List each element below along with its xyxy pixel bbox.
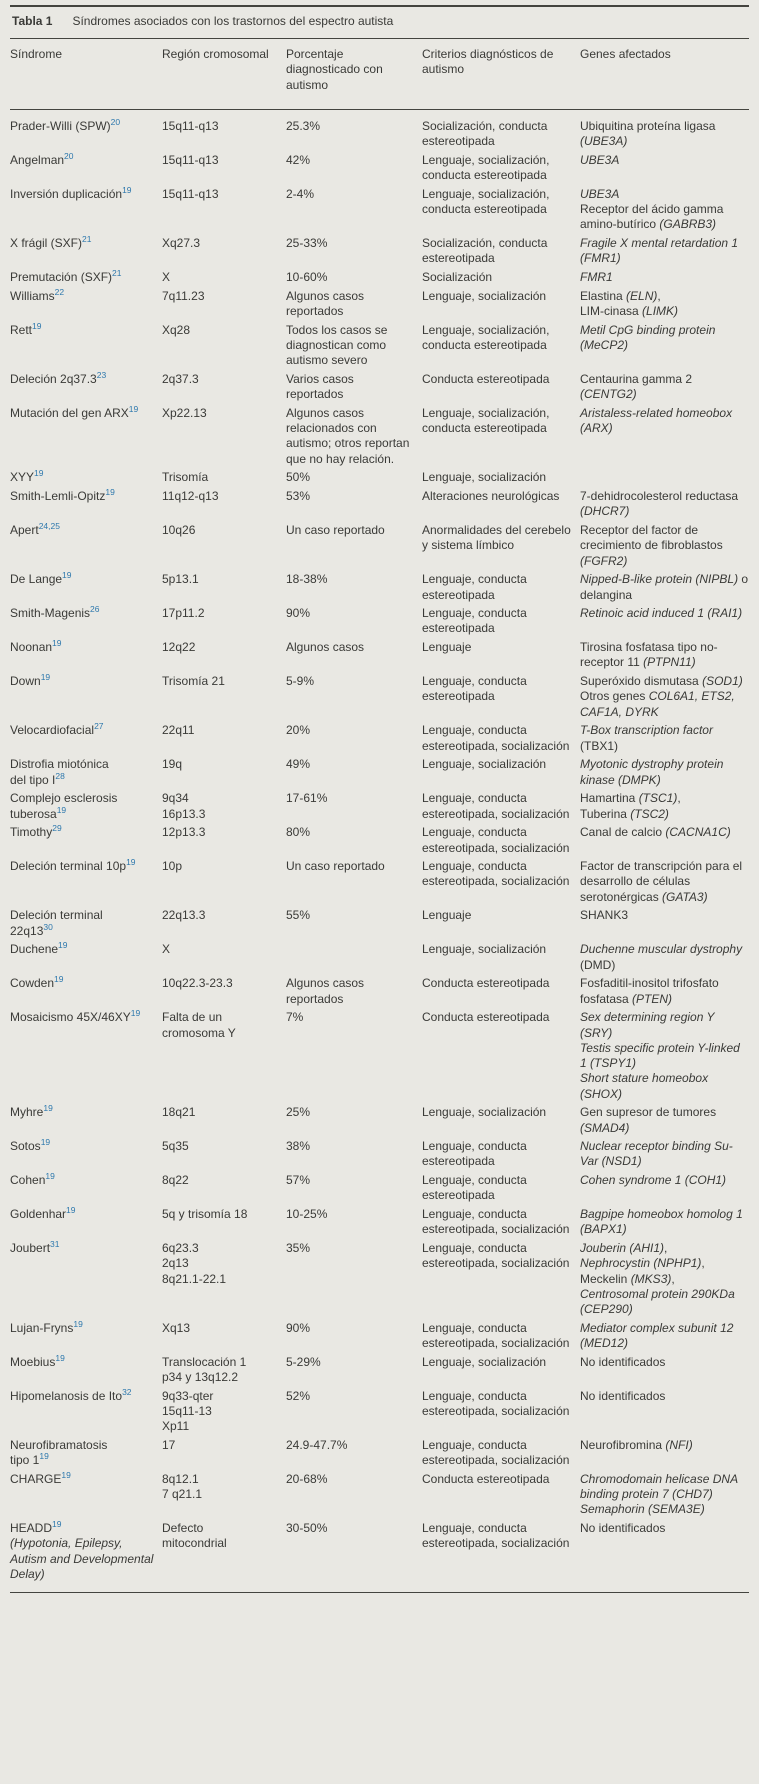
reference-superscript[interactable]: 19 — [52, 1519, 62, 1530]
table-row — [10, 1204, 749, 1238]
reference-superscript[interactable]: 19 — [45, 1171, 55, 1182]
cell-sindrome: Joubert$^{31}$ — [10, 1239, 60, 1256]
cell-region: 22q11 — [162, 723, 195, 738]
cell-sindrome: Down$^{19}$ — [10, 672, 51, 689]
table-row — [10, 520, 749, 569]
reference-superscript[interactable]: 19 — [52, 638, 62, 649]
cell-porcentaje: Algunos casos — [286, 640, 365, 655]
cell-sindrome: Hipomelanosis de Ito$^{32}$ — [10, 1386, 132, 1403]
cell-genes: Chromodomain helicase DNA binding protein 7 (CHD7) Semaphorin (SEMA3E) — [580, 1471, 738, 1517]
cell-porcentaje: 5-9% — [286, 674, 315, 689]
table-label: Tabla 1 — [12, 14, 53, 28]
cell-criterios: Lenguaje, conducta estereotipada, socialización — [422, 1388, 570, 1418]
reference-superscript[interactable]: 21 — [82, 234, 92, 245]
cell-porcentaje: 42% — [286, 152, 311, 167]
cell-criterios: Lenguaje, conducta estereotipada, socialización — [422, 1207, 570, 1237]
cell-region: 15q11-q13 — [162, 152, 219, 167]
cell-region: 2q37.3 — [162, 371, 199, 386]
cell-criterios: Socialización — [422, 270, 493, 285]
cell-criterios: Lenguaje, socialización — [422, 470, 547, 485]
cell-porcentaje: Todos los casos se diagnostican como autismo severo — [286, 322, 388, 368]
cell-criterios: Lenguaje, socialización, conducta estereotipada — [422, 405, 550, 436]
cell-criterios: Lenguaje, conducta estereotipada, socialización — [422, 1521, 570, 1551]
cell-criterios: Conducta estereotipada — [422, 1010, 550, 1025]
cell-porcentaje: 7% — [286, 1010, 304, 1025]
cell-genes: 7-dehidrocolesterol reductasa (DHCR7) — [580, 489, 739, 519]
reference-superscript[interactable]: 20 — [64, 150, 74, 161]
reference-superscript[interactable]: 19 — [62, 570, 72, 581]
cell-porcentaje: 25.3% — [286, 118, 321, 133]
cell-sindrome: Williams$^{22}$ — [10, 286, 65, 303]
cell-porcentaje: 50% — [286, 470, 311, 485]
table-row — [10, 319, 749, 368]
cell-region: 18q21 — [162, 1105, 196, 1120]
cell-region: Trisomía 21 — [162, 674, 225, 689]
cell-region: 5q35 — [162, 1139, 189, 1154]
cell-sindrome: Timothy$^{29}$ — [10, 823, 62, 840]
reference-superscript[interactable]: 27 — [94, 721, 104, 732]
cell-genes: Nuclear receptor binding Su-Var (NSD1) — [580, 1139, 733, 1169]
cell-porcentaje: 10-25% — [286, 1207, 328, 1222]
cell-porcentaje: Algunos casos relacionados con autismo; otros reportan que no hay relación. — [286, 405, 410, 466]
table-row — [10, 1007, 749, 1102]
table-row — [10, 149, 749, 183]
cell-porcentaje: 25% — [286, 1105, 311, 1120]
cell-sindrome: Noonan$^{19}$ — [10, 638, 62, 655]
table-row — [10, 603, 749, 637]
reference-superscript[interactable]: 19 — [126, 857, 136, 868]
cell-sindrome: Moebius$^{19}$ — [10, 1352, 65, 1369]
reference-superscript[interactable]: 19 — [39, 1451, 49, 1462]
cell-genes: Sex determining region Y (SRY) Testis specific protein Y-linked 1 (TSPY1) Short stature homeobox (SHOX) — [580, 1010, 740, 1101]
reference-superscript[interactable]: 28 — [55, 770, 65, 781]
cell-sindrome: Lujan-Fryns$^{19}$ — [10, 1318, 83, 1335]
table-row — [10, 1102, 749, 1136]
reference-superscript[interactable]: 19 — [122, 184, 132, 195]
cell-region: 10q22.3-23.3 — [162, 976, 233, 991]
cell-criterios: Lenguaje, conducta estereotipada — [422, 572, 527, 602]
reference-superscript[interactable]: 19 — [61, 1469, 71, 1480]
cell-porcentaje: 5-29% — [286, 1354, 321, 1369]
cell-region: Trisomía — [162, 470, 209, 485]
cell-sindrome: Duchene$^{19}$ — [10, 940, 68, 957]
table-caption — [10, 7, 749, 38]
column-header-criterios: Criterios diagnósticos de autismo — [422, 39, 580, 109]
cell-genes: Nipped-B-like protein (NIPBL) o delangina — [580, 572, 749, 602]
cell-sindrome: Myhre$^{19}$ — [10, 1103, 53, 1120]
table-row — [10, 368, 749, 402]
cell-region: Defecto mitocondrial — [162, 1521, 227, 1551]
cell-genes — [580, 467, 749, 486]
table-title: Síndromes asociados con los trastornos del espectro autista — [72, 14, 394, 28]
cell-porcentaje: 38% — [286, 1139, 311, 1154]
cell-criterios: Lenguaje — [422, 640, 472, 655]
cell-region: 10p — [162, 859, 183, 874]
table-row — [10, 402, 749, 466]
column-header-genes: Genes afectados — [580, 39, 749, 109]
cell-criterios: Lenguaje, conducta estereotipada, socialización — [422, 1241, 570, 1271]
cell-region: 19q — [162, 757, 183, 772]
reference-superscript[interactable]: 19 — [56, 804, 67, 815]
cell-genes: Myotonic dystrophy protein kinase (DMPK) — [580, 757, 724, 787]
cell-sindrome: Smith-Lemli-Opitz$^{19}$ — [10, 487, 115, 504]
cell-sindrome: X frágil (SXF)$^{21}$ — [10, 234, 92, 251]
header-row — [10, 39, 749, 109]
cell-region: Xp22.13 — [162, 405, 207, 420]
table-row — [10, 856, 749, 905]
cell-criterios: Lenguaje, conducta estereotipada — [422, 606, 527, 636]
cell-genes: Retinoic acid induced 1 (RAI1) — [580, 606, 743, 621]
cell-porcentaje: Algunos casos reportados — [286, 288, 365, 319]
table-row — [10, 939, 749, 973]
cell-genes: Centaurina gamma 2 (CENTG2) — [580, 371, 693, 402]
cell-sindrome: Mutación del gen ARX$^{19}$ — [10, 403, 139, 420]
cell-criterios: Lenguaje, conducta estereotipada, socialización — [422, 859, 570, 889]
cell-criterios: Lenguaje, socialización — [422, 1354, 547, 1369]
cell-region: 11q12-q13 — [162, 489, 219, 504]
reference-superscript[interactable]: 19 — [43, 1103, 53, 1114]
cell-genes: Ubiquitina proteína ligasa (UBE3A) — [580, 118, 716, 149]
cell-genes: Canal de calcio (CACNA1C) — [580, 825, 731, 840]
cell-criterios: Lenguaje, conducta estereotipada — [422, 1139, 527, 1169]
reference-superscript[interactable]: 19 — [105, 487, 115, 498]
cell-genes: Jouberin (AHI1), Nephrocystin (NPHP1), Meckelin (MKS3), Centrosomal protein 290KDa (CEP290) — [580, 1241, 735, 1317]
cell-porcentaje: 24.9-47.7% — [286, 1437, 348, 1452]
table-row — [10, 1518, 749, 1590]
cell-region: Xq13 — [162, 1320, 191, 1335]
cell-genes: FMR1 — [580, 270, 613, 285]
table-row — [10, 720, 749, 754]
cell-criterios: Lenguaje, conducta estereotipada, socialización — [422, 825, 570, 855]
cell-sindrome: CHARGE$^{19}$ — [10, 1469, 71, 1486]
cell-region: 15q11-q13 — [162, 118, 219, 133]
cell-region: 5p13.1 — [162, 572, 199, 587]
table-row — [10, 569, 749, 603]
cell-genes: Neurofibromina (NFI) — [580, 1437, 693, 1452]
cell-sindrome: Mosaicismo 45X/46XY$^{19}$ — [10, 1008, 141, 1025]
cell-sindrome: Deleción 2q37.3$^{23}$ — [10, 369, 107, 386]
cell-genes: UBE3A — [580, 152, 620, 167]
cell-porcentaje: 55% — [286, 908, 311, 923]
table-row — [10, 1385, 749, 1434]
reference-superscript[interactable]: 19 — [128, 403, 139, 414]
cell-porcentaje: 17-61% — [286, 791, 328, 806]
table-row — [10, 754, 749, 788]
table-row — [10, 467, 749, 486]
reference-superscript[interactable]: 29 — [52, 823, 62, 834]
cell-region: 6q23.3 2q13 8q21.1-22.1 — [162, 1241, 227, 1286]
cell-region: 8q22 — [162, 1173, 189, 1188]
column-header-porcentaje: Porcentaje diagnosticado con autismo — [286, 39, 422, 109]
reference-superscript[interactable]: 19 — [40, 672, 51, 683]
reference-superscript[interactable]: 19 — [54, 974, 64, 985]
reference-superscript[interactable]: 21 — [112, 268, 122, 279]
bottom-rule — [10, 1592, 749, 1593]
cell-porcentaje: 57% — [286, 1173, 311, 1188]
cell-porcentaje: Varios casos reportados — [286, 371, 354, 402]
cell-sindrome: Prader-Willi (SPW)$^{20}$ — [10, 116, 121, 133]
cell-region: 15q11-q13 — [162, 186, 219, 201]
table-row — [10, 486, 749, 520]
cell-porcentaje: 90% — [286, 606, 311, 621]
reference-superscript[interactable]: 22 — [54, 286, 65, 297]
cell-criterios: Lenguaje, socialización — [422, 942, 547, 957]
cell-porcentaje: 52% — [286, 1388, 311, 1403]
cell-genes: Hamartina (TSC1), Tuberina (TSC2) — [580, 791, 681, 821]
table-row — [10, 973, 749, 1007]
cell-region: 22q13.3 — [162, 908, 206, 923]
cell-sindrome: Neurofibramatosis tipo 1$^{19}$ — [10, 1437, 108, 1468]
cell-genes: Tirosina fosfatasa tipo no-receptor 11 (PTPN11) — [580, 640, 718, 670]
cell-region: 17 — [162, 1437, 176, 1452]
reference-superscript[interactable]: 19 — [66, 1205, 76, 1216]
cell-sindrome: Inversión duplicación$^{19}$ — [10, 184, 132, 201]
table-row — [10, 1468, 749, 1517]
cell-criterios: Lenguaje, socialización — [422, 288, 547, 303]
cell-region: 8q12.1 7 q21.1 — [162, 1471, 203, 1502]
cell-region: X — [162, 942, 171, 957]
cell-criterios: Lenguaje, conducta estereotipada, socialización — [422, 1320, 570, 1351]
cell-genes: Duchenne muscular dystrophy (DMD) — [580, 942, 743, 972]
cell-porcentaje: 10-60% — [286, 270, 328, 285]
cell-sindrome: Deleción terminal 10p$^{19}$ — [10, 857, 136, 874]
table-row — [10, 671, 749, 720]
cell-region: 10q26 — [162, 523, 196, 538]
cell-region: 9q33-qter 15q11-13 Xp11 — [162, 1388, 214, 1434]
reference-superscript[interactable]: 26 — [90, 604, 100, 615]
table-row — [10, 788, 749, 822]
cell-porcentaje: 90% — [286, 1320, 311, 1335]
reference-superscript[interactable]: 19 — [55, 1352, 65, 1363]
table-row — [10, 1317, 749, 1351]
cell-criterios: Lenguaje, conducta estereotipada, socialización — [422, 791, 570, 821]
table-body — [10, 109, 749, 1590]
table-row — [10, 1136, 749, 1170]
cell-genes: Aristaless-related homeobox (ARX) — [580, 405, 733, 436]
cell-region: Falta de un cromosoma Y — [162, 1010, 236, 1040]
cell-sindrome: Premutación (SXF)$^{21}$ — [10, 268, 122, 285]
cell-genes: Receptor del factor de crecimiento de fibroblastos (FGFR2) — [580, 523, 723, 568]
reference-superscript[interactable]: 30 — [43, 921, 53, 932]
cell-porcentaje: 35% — [286, 1241, 311, 1256]
cell-sindrome: HEADD$^{19}$ (Hypotonia, Epilepsy, Autism and Developmental Delay) — [10, 1519, 154, 1581]
table-row — [10, 109, 749, 149]
reference-superscript[interactable]: 32 — [122, 1386, 132, 1397]
syndromes-table — [10, 39, 749, 1590]
cell-porcentaje: 53% — [286, 489, 311, 504]
reference-superscript[interactable]: 20 — [110, 116, 121, 127]
table-row — [10, 183, 749, 232]
reference-superscript[interactable]: 31 — [50, 1239, 60, 1250]
cell-sindrome: Cowden$^{19}$ — [10, 974, 64, 991]
cell-criterios: Lenguaje, socialización — [422, 757, 547, 772]
cell-criterios: Socialización, conducta estereotipada — [422, 236, 548, 266]
cell-criterios: Socialización, conducta estereotipada — [422, 118, 548, 149]
cell-genes: Elastina (ELN), LIM-cinasa (LIMK) — [580, 288, 679, 319]
cell-sindrome: Deleción terminal 22q13$^{30}$ — [10, 908, 103, 938]
cell-sindrome: Rett$^{19}$ — [10, 320, 42, 337]
cell-region: 12p13.3 — [162, 825, 206, 840]
cell-region: 17p11.2 — [162, 606, 205, 621]
cell-porcentaje: 25-33% — [286, 236, 328, 251]
cell-genes: Metil CpG binding protein (MeCP2) — [580, 322, 716, 352]
cell-genes: Cohen syndrome 1 (COH1) — [580, 1173, 727, 1188]
cell-region: 12q22 — [162, 640, 196, 655]
cell-criterios: Lenguaje, socialización, conducta estereotipada — [422, 186, 550, 217]
cell-genes: No identificados — [580, 1354, 666, 1369]
cell-genes: Bagpipe homeobox homolog 1 (BAPX1) — [580, 1207, 743, 1237]
cell-sindrome: Smith-Magenis$^{26}$ — [10, 604, 100, 621]
cell-criterios: Lenguaje, conducta estereotipada — [422, 1173, 527, 1203]
table-row — [10, 267, 749, 286]
table-row — [10, 637, 749, 671]
cell-sindrome: Sotos$^{19}$ — [10, 1137, 51, 1154]
cell-genes: Mediator complex subunit 12 (MED12) — [580, 1320, 734, 1351]
cell-genes: UBE3A Receptor del ácido gamma amino-butírico (GABRB3) — [580, 186, 724, 232]
cell-criterios: Lenguaje, conducta estereotipada — [422, 674, 527, 704]
cell-porcentaje: 30-50% — [286, 1521, 328, 1536]
cell-criterios: Lenguaje, socialización, conducta estereotipada — [422, 322, 550, 352]
table-row — [10, 1170, 749, 1204]
cell-porcentaje: 49% — [286, 757, 311, 772]
reference-superscript[interactable]: 19 — [73, 1318, 83, 1329]
cell-porcentaje: Un caso reportado — [286, 523, 385, 538]
cell-sindrome: Angelman$^{20}$ — [10, 150, 74, 167]
cell-genes: Superóxido dismutasa (SOD1) Otros genes COL6A1, ETS2, CAF1A, DYRK — [580, 674, 743, 719]
cell-region: Xq28 — [162, 322, 191, 337]
reference-superscript[interactable]: 19 — [32, 320, 42, 331]
cell-region: 7q11.23 — [162, 288, 205, 303]
reference-superscript[interactable]: 23 — [96, 369, 107, 380]
cell-porcentaje: 80% — [286, 825, 311, 840]
cell-porcentaje: Algunos casos reportados — [286, 976, 365, 1006]
cell-genes: SHANK3 — [580, 908, 629, 923]
cell-genes: No identificados — [580, 1388, 666, 1403]
cell-sindrome: Complejo esclerosis tuberosa$^{19}$ — [10, 791, 118, 821]
cell-criterios: Lenguaje, socialización, conducta estereotipada — [422, 152, 550, 183]
cell-porcentaje — [286, 939, 422, 973]
table-row — [10, 233, 749, 267]
cell-sindrome: Velocardiofacial$^{27}$ — [10, 721, 104, 738]
table-header — [10, 39, 749, 109]
cell-porcentaje: 2-4% — [286, 186, 315, 201]
cell-region: Xq27.3 — [162, 236, 201, 251]
cell-genes: Fosfaditil-inositol trifosfato fosfatasa (PTEN) — [580, 976, 719, 1006]
cell-criterios: Conducta estereotipada — [422, 976, 550, 991]
cell-region: 5q y trisomía 18 — [162, 1207, 248, 1222]
table-row — [10, 285, 749, 319]
cell-criterios: Conducta estereotipada — [422, 371, 550, 386]
cell-sindrome: Goldenhar$^{19}$ — [10, 1205, 76, 1222]
reference-superscript[interactable]: 19 — [40, 1137, 51, 1148]
column-header-sindrome: Síndrome — [10, 39, 162, 109]
cell-genes: No identificados — [580, 1521, 666, 1536]
cell-porcentaje: Un caso reportado — [286, 859, 385, 874]
cell-genes: Gen supresor de tumores (SMAD4) — [580, 1105, 717, 1135]
cell-genes: Fragile X mental retardation 1 (FMR1) — [580, 236, 739, 266]
cell-criterios: Lenguaje — [422, 908, 472, 923]
cell-sindrome: XYY$^{19}$ — [10, 468, 44, 485]
table-row — [10, 905, 749, 939]
cell-region: X — [162, 270, 171, 285]
cell-criterios: Alteraciones neurológicas — [422, 489, 560, 504]
reference-superscript[interactable]: 19 — [34, 468, 44, 479]
cell-sindrome: De Lange$^{19}$ — [10, 570, 72, 587]
cell-criterios: Lenguaje, conducta estereotipada, socialización — [422, 723, 570, 753]
cell-porcentaje: 20% — [286, 723, 311, 738]
reference-superscript[interactable]: 19 — [130, 1008, 141, 1019]
table-row — [10, 1238, 749, 1318]
cell-region: 9q34 16p13.3 — [162, 791, 206, 821]
cell-genes: Factor de transcripción para el desarrollo de células serotonérgicas (GATA3) — [580, 859, 743, 904]
cell-porcentaje: 18-38% — [286, 572, 328, 587]
cell-sindrome: Distrofia miotónica del tipo I$^{28}$ — [10, 757, 109, 787]
cell-criterios: Lenguaje, conducta estereotipada, socialización — [422, 1437, 570, 1468]
cell-porcentaje: 20-68% — [286, 1471, 328, 1486]
column-header-region: Región cromosomal — [162, 39, 286, 109]
cell-genes: T-Box transcription factor (TBX1) — [580, 723, 713, 753]
cell-criterios: Lenguaje, socialización — [422, 1105, 547, 1120]
reference-superscript[interactable]: 24,25 — [38, 521, 60, 532]
cell-criterios: Conducta estereotipada — [422, 1471, 550, 1486]
cell-sindrome: Cohen$^{19}$ — [10, 1171, 55, 1188]
table-row — [10, 1351, 749, 1385]
table-row — [10, 822, 749, 856]
table-row — [10, 1434, 749, 1468]
cell-region: Translocación 1 p34 y 13q12.2 — [162, 1354, 247, 1385]
reference-superscript[interactable]: 19 — [58, 940, 68, 951]
cell-criterios: Anormalidades del cerebelo y sistema límbico — [422, 523, 571, 553]
cell-sindrome: Apert$^{24,25}$ — [10, 521, 60, 538]
